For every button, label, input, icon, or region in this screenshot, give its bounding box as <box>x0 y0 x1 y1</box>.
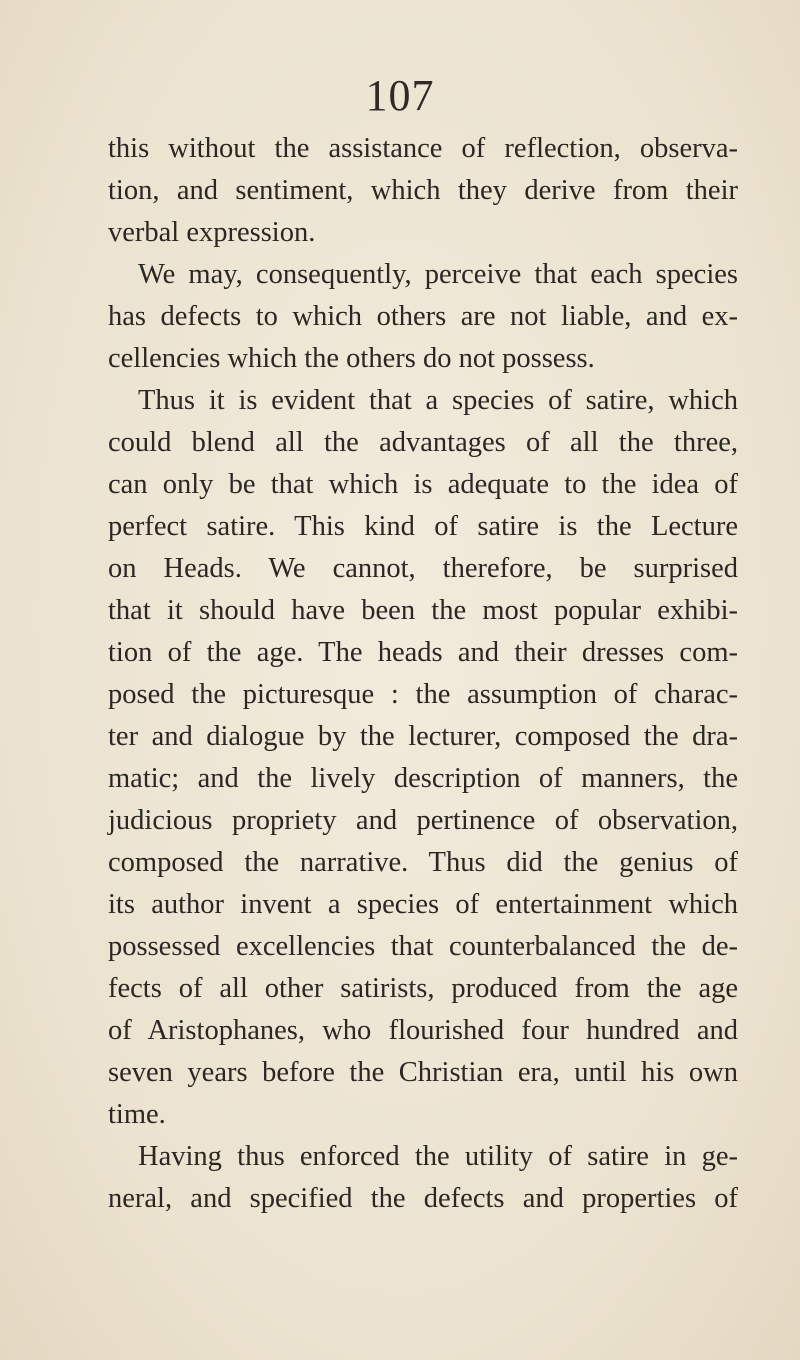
text-line: tion of the age. The heads and their dresses com- <box>108 637 738 668</box>
text-line: neral, and specified the defects and properties of <box>108 1183 738 1214</box>
text-line: composed the narrative. Thus did the genius of <box>108 847 738 878</box>
text-line: possessed excellencies that counterbalanced the de- <box>108 931 738 962</box>
text-line: cellencies which the others do not possess. <box>108 343 595 374</box>
text-line: its author invent a species of entertainment which <box>108 889 738 920</box>
text-line: on Heads. We cannot, therefore, be surprised <box>108 553 738 584</box>
text-line: posed the picturesque : the assumption of charac- <box>108 679 738 710</box>
text-line: perfect satire. This kind of satire is the Lecture <box>108 511 738 542</box>
text-line: judicious propriety and pertinence of observation, <box>108 805 738 836</box>
text-line: this without the assistance of reflection, observa- <box>108 133 738 164</box>
text-line: verbal expression. <box>108 217 316 248</box>
text-line: of Aristophanes, who flourished four hundred and <box>108 1015 738 1046</box>
text-line: that it should have been the most popular exhibi- <box>108 595 738 626</box>
text-line: fects of all other satirists, produced from the age <box>108 973 738 1004</box>
text-line: Thus it is evident that a species of satire, which <box>138 385 738 416</box>
text-line: tion, and sentiment, which they derive from their <box>108 175 738 206</box>
text-line: ter and dialogue by the lecturer, composed the dra- <box>108 721 738 752</box>
text-line: could blend all the advantages of all the three, <box>108 427 738 458</box>
text-line: seven years before the Christian era, until his own <box>108 1057 738 1088</box>
text-line: can only be that which is adequate to the idea of <box>108 469 738 500</box>
text-line: has defects to which others are not liable, and ex- <box>108 301 738 332</box>
text-line: Having thus enforced the utility of satire in ge- <box>138 1141 738 1172</box>
text-line: matic; and the lively description of manners, the <box>108 763 738 794</box>
text-line: We may, consequently, perceive that each species <box>138 259 738 290</box>
page-number: 107 <box>365 71 435 120</box>
text-line: time. <box>108 1099 166 1130</box>
body-text <box>108 128 738 1220</box>
